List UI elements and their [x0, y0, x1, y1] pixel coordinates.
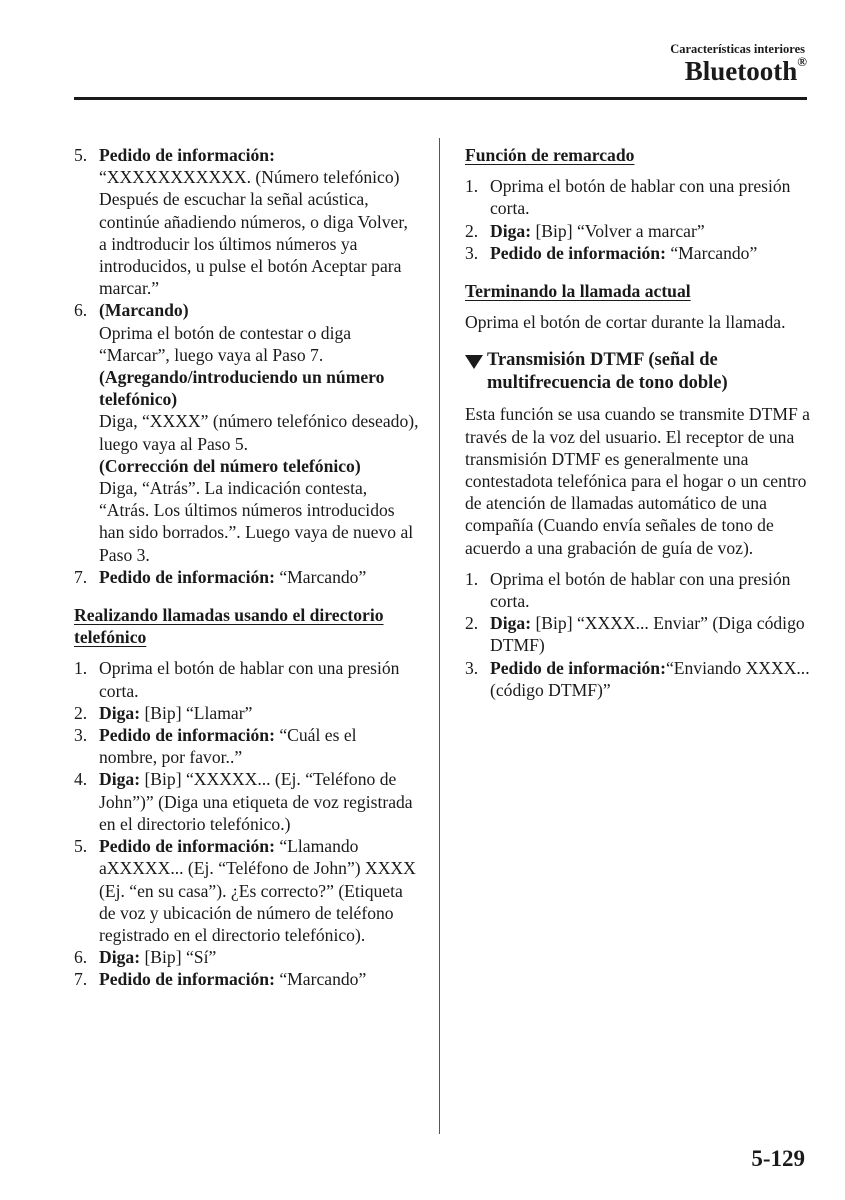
- list-item: [74, 968, 419, 990]
- step-text: “Enviando XXXX... (código DTMF)”: [490, 657, 810, 700]
- step-number: 3.: [465, 657, 479, 678]
- section-heading: Terminando la llamada actual: [465, 281, 691, 302]
- step-label: Pedido de información:: [99, 969, 275, 990]
- step-text: Oprima el botón de hablar con una presión corta.: [490, 568, 791, 612]
- step-text: “Cuál es el nombre, por favor..”: [99, 725, 357, 768]
- list-item: [465, 242, 810, 264]
- step-text: [Bip] “XXXXX... (Ej. “Teléfono de John”)” (Diga una etiqueta de voz registrada en el directorio telefónico.): [99, 769, 413, 834]
- step-text: [Bip] “Volver a marcar”: [535, 220, 705, 241]
- step-number: 1.: [465, 568, 479, 589]
- step-text: Oprima el botón de hablar con una presión corta.: [99, 658, 400, 701]
- list-item: [74, 144, 419, 299]
- step-text: “Marcando”: [279, 566, 367, 587]
- step-label: Diga:: [490, 220, 532, 241]
- step-text: “XXXXXXXXXXX. (Número telefónico) Después de escuchar la señal acústica, continúe añadiendo números, o diga Volver, a indtroducir los últimos números ya introducidos, u pulse el botón Aceptar para marcar.”: [99, 167, 408, 299]
- page-title: [685, 56, 807, 87]
- list-item: [74, 835, 419, 946]
- step-label: Pedido de información:: [99, 836, 275, 857]
- step-text: “Llamando aXXXXX... (Ej. “Teléfono de John”) XXXX (Ej. “en su casa”). ¿Es correcto?” (Etiqueta de voz y ubicación de número de teléfono registrado en el directorio telefónico).: [99, 836, 416, 945]
- step-number: 2.: [465, 220, 479, 241]
- dtmf-heading: [465, 349, 810, 394]
- step-number: 6.: [74, 947, 88, 968]
- step-number: 2.: [74, 702, 88, 723]
- step-number: 5.: [74, 145, 88, 165]
- list-item: [74, 946, 419, 968]
- paragraph: Esta función se usa cuando se transmite DTMF a través de la voz del usuario. El receptor de una transmisión DTMF es generalmente una contestadota telefónica para el hogar o un centro de atención de llamadas automático de una compañía (Cuando envía señales de tono de acuerdo a una grabación de guía de voz).: [465, 404, 810, 558]
- list-item: [465, 612, 810, 656]
- step-label: Diga:: [99, 947, 141, 968]
- step-number: 3.: [74, 725, 88, 746]
- step-sub-text: Diga, “Atrás”. La indicación contesta, “Atrás. Los últimos números introducidos han sido borrados.”. Luego vaya de nuevo al Paso 3.: [99, 478, 414, 565]
- step-text: [Bip] “Llamar”: [144, 702, 253, 723]
- list-item: [465, 568, 810, 612]
- list-item: [465, 220, 810, 242]
- step-text: [Bip] “Sí”: [144, 947, 217, 968]
- redial-steps-list: [465, 175, 810, 264]
- step-label: Pedido de información:: [99, 566, 275, 587]
- paragraph: Oprima el botón de cortar durante la llamada.: [465, 312, 786, 333]
- list-item: [74, 566, 419, 588]
- header-section-label: Características interiores: [670, 42, 805, 56]
- list-item: [74, 724, 419, 768]
- column-divider: [439, 138, 440, 1134]
- list-item: [74, 768, 419, 835]
- step-sub-label: (Corrección del número telefónico): [99, 455, 361, 476]
- step-text: Oprima el botón de hablar con una presión corta.: [490, 176, 791, 219]
- section-heading: Realizando llamadas usando el directorio telefónico: [74, 605, 384, 648]
- page-number: 5-129: [751, 1146, 805, 1171]
- left-column: [74, 144, 419, 991]
- step-number: 1.: [465, 176, 479, 197]
- list-item: [74, 299, 419, 565]
- list-item: [74, 702, 419, 724]
- right-column: [465, 144, 810, 701]
- step-label: Diga:: [99, 702, 141, 723]
- step-number: 1.: [74, 658, 88, 679]
- step-number: 7.: [74, 969, 88, 990]
- dialing-steps-list: [74, 144, 419, 588]
- step-sub-label: (Agregando/introduciendo un número telefónico): [99, 367, 385, 410]
- list-item: [465, 175, 810, 219]
- step-number: 7.: [74, 566, 88, 587]
- step-number: 3.: [465, 242, 479, 263]
- step-label: Diga:: [490, 613, 532, 634]
- step-number: 5.: [74, 836, 88, 857]
- step-label: (Marcando): [99, 300, 189, 321]
- step-sub-text: Diga, “XXXX” (número telefónico deseado), luego vaya al Paso 5.: [99, 411, 419, 454]
- step-label: Pedido de información:: [99, 725, 275, 746]
- step-text: “Marcando”: [670, 242, 758, 263]
- step-number: 2.: [465, 613, 479, 634]
- list-item: [74, 657, 419, 701]
- section-heading: Función de remarcado: [465, 145, 635, 165]
- step-text: Oprima el botón de contestar o diga “Marcar”, luego vaya al Paso 7.: [99, 322, 352, 365]
- step-label: Diga:: [99, 769, 141, 790]
- phonebook-steps-list: [74, 657, 419, 990]
- header-rule: [74, 97, 807, 100]
- step-label: Pedido de información:: [490, 657, 666, 678]
- step-text: “Marcando”: [279, 969, 367, 990]
- dtmf-heading-text: Transmisión DTMF (señal de multifrecuencia de tono doble): [487, 350, 728, 393]
- page-title-text: Bluetooth: [684, 56, 798, 86]
- step-label: Pedido de información:: [490, 242, 666, 263]
- step-number: 4.: [74, 769, 88, 790]
- step-text: [Bip] “XXXX... Enviar” (Diga código DTMF): [490, 613, 805, 656]
- registered-mark: ®: [797, 54, 807, 69]
- dtmf-steps-list: [465, 568, 810, 701]
- step-number: 6.: [74, 300, 88, 321]
- step-label: Pedido de información:: [99, 145, 275, 165]
- list-item: [465, 657, 810, 701]
- triangle-down-icon: [465, 355, 483, 369]
